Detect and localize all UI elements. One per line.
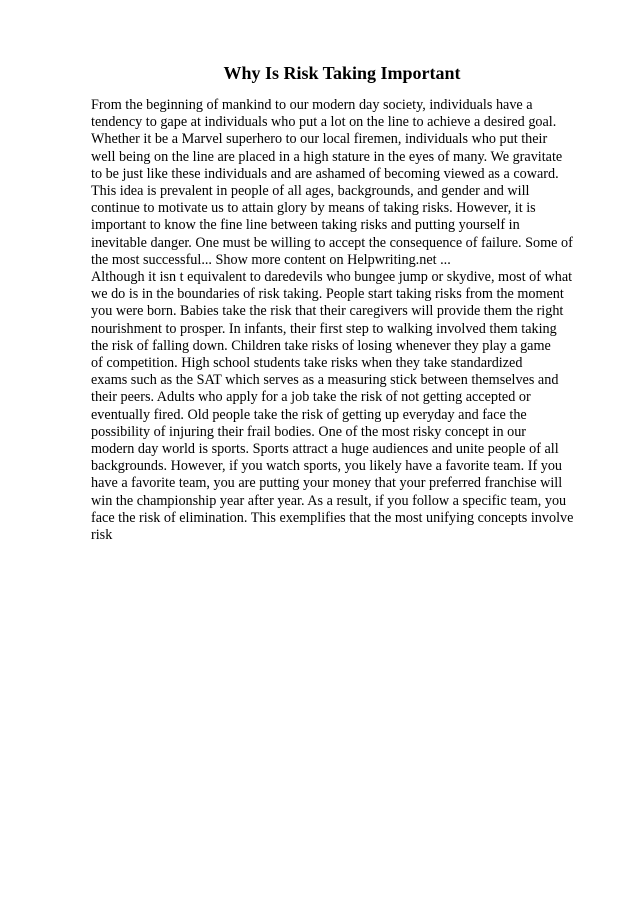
body-text-line: the most successful... Show more content on Helpwriting.net ... bbox=[91, 251, 451, 268]
body-text-line: From the beginning of mankind to our modern day society, individuals have a bbox=[91, 97, 533, 113]
body-text-line: their peers. Adults who apply for a job take the risk of not getting accepted or bbox=[91, 389, 531, 406]
body-text-line: we do is in the boundaries of risk taking. People start taking risks from the moment bbox=[91, 286, 564, 303]
body-text-line: risk bbox=[91, 527, 113, 544]
document-body bbox=[91, 97, 611, 544]
body-text-line: to be just like these individuals and are ashamed of becoming viewed as a coward. bbox=[91, 165, 559, 182]
body-text-line: Although it isn t equivalent to daredevils who bungee jump or skydive, most of what bbox=[91, 269, 573, 286]
body-text-line: important to know the fine line between taking risks and putting yourself in bbox=[91, 217, 520, 234]
body-text-line: backgrounds. However, if you watch sports, you likely have a favorite team. If you bbox=[91, 458, 563, 475]
document-title: Why Is Risk Taking Important bbox=[223, 63, 461, 83]
body-text-line: the risk of falling down. Children take risks of losing whenever they play a game bbox=[91, 337, 551, 354]
body-text-line: exams such as the SAT which serves as a measuring stick between themselves and bbox=[91, 372, 559, 389]
body-text-line: possibility of injuring their frail bodies. One of the most risky concept in our bbox=[91, 423, 527, 440]
body-text-line: tendency to gape at individuals who put a lot on the line to achieve a desired goal. bbox=[91, 114, 557, 131]
body-text-line: of competition. High school students take risks when they take standardized bbox=[91, 355, 523, 372]
body-text-line: inevitable danger. One must be willing to accept the consequence of failure. Some of bbox=[91, 234, 573, 251]
body-text-line: eventually fired. Old people take the risk of getting up everyday and face the bbox=[91, 406, 527, 423]
body-text-line: you were born. Babies take the risk that their caregivers will provide them the right bbox=[91, 303, 564, 320]
body-text-line: nourishment to prosper. In infants, their first step to walking involved them taking bbox=[91, 320, 557, 337]
body-text-line: have a favorite team, you are putting your money that your preferred franchise will bbox=[91, 475, 563, 492]
body-text-line: face the risk of elimination. This exemplifies that the most unifying concepts involve bbox=[91, 509, 574, 526]
body-text-line: continue to motivate us to attain glory by means of taking risks. However, it is bbox=[91, 200, 536, 217]
body-text-line: well being on the line are placed in a high stature in the eyes of many. We gravitate bbox=[91, 148, 563, 165]
body-text-line: Whether it be a Marvel superhero to our local firemen, individuals who put their bbox=[91, 131, 548, 148]
body-text-line: win the championship year after year. As a result, if you follow a specific team, you bbox=[91, 492, 567, 509]
body-text-line: This idea is prevalent in people of all ages, backgrounds, and gender and will bbox=[91, 183, 530, 200]
body-text-line: modern day world is sports. Sports attract a huge audiences and unite people of all bbox=[91, 441, 559, 458]
